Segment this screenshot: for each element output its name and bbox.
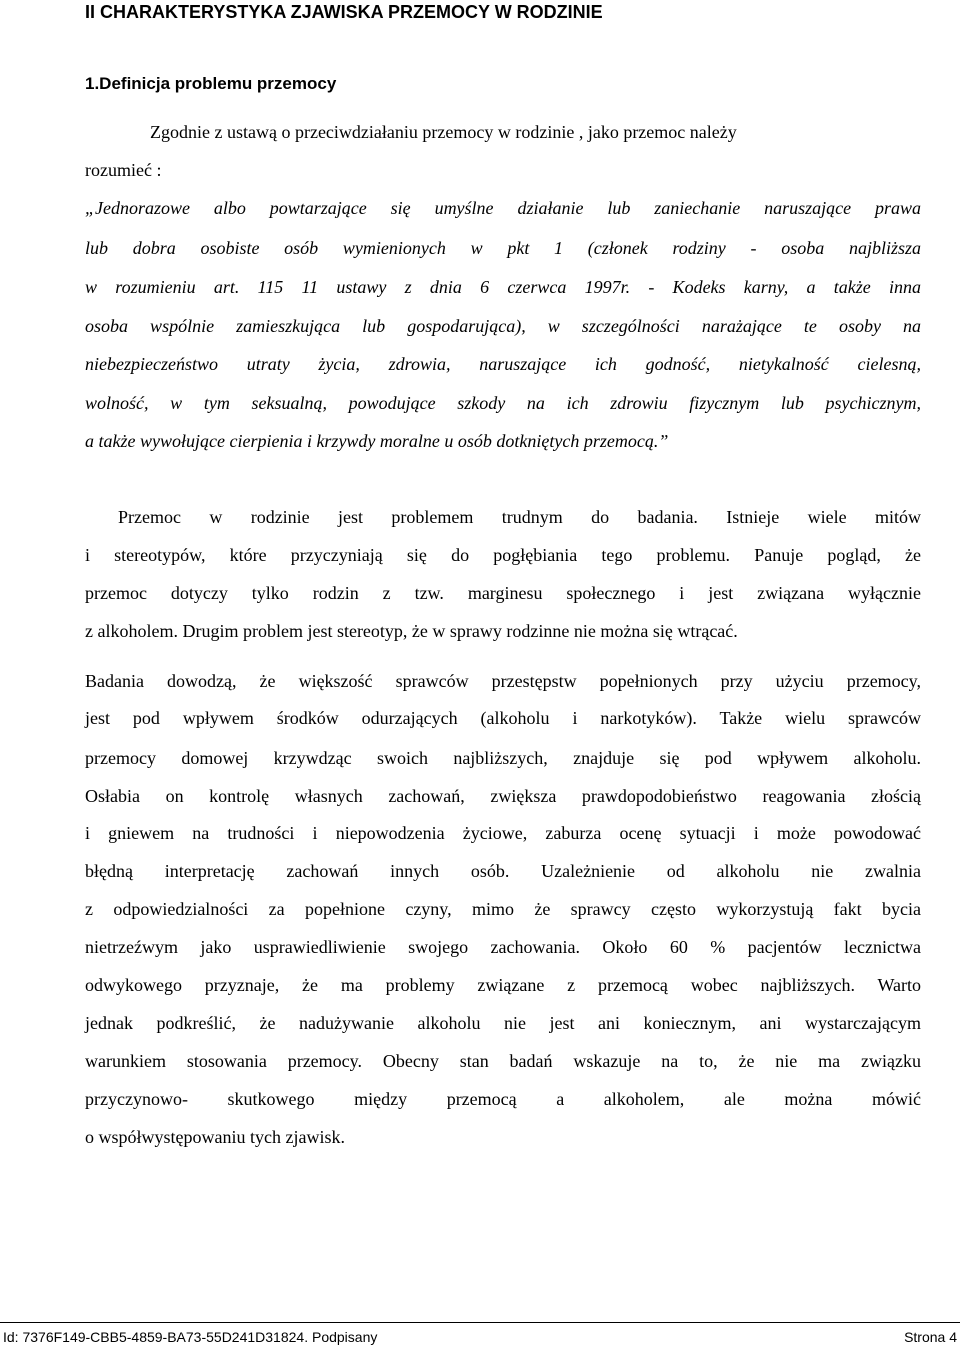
quote-line: „Jednorazowe albo powtarzające się umyślne działanie lub zaniechanie naruszające prawa xyxy=(85,198,921,218)
section-heading: 1.Definicja problemu przemocy xyxy=(85,74,337,93)
quote-line: osoba wspólnie zamieszkująca lub gospodarująca), w szczególności narażające te osoby na xyxy=(85,316,921,336)
quote-line: lub dobra osobiste osób wymienionych w pkt 1 (członek rodziny - osoba najbliższa xyxy=(85,238,921,258)
footer-document-id: Id: 7376F149-CBB5-4859-BA73-55D241D31824. Podpisany xyxy=(3,1329,378,1345)
footer-divider xyxy=(0,1322,960,1323)
paragraph-line: przemocy domowej krzywdząc swoich najbliższych, znajduje się pod wpływem alkoholu. xyxy=(85,748,921,768)
paragraph-line: jest pod wpływem środków odurzających (alkoholu i narkotyków). Także wielu sprawców xyxy=(85,708,921,728)
paragraph-line: nietrzeźwym jako usprawiedliwienie swojego zachowania. Około 60 % pacjentów lecznictwa xyxy=(85,937,921,957)
paragraph-line: i stereotypów, które przyczyniają się do pogłębiania tego problemu. Panuje pogląd, że xyxy=(85,545,921,565)
paragraph-line: przemoc dotyczy tylko rodzin z tzw. marginesu społecznego i jest związana wyłącznie xyxy=(85,583,921,603)
quote-line: niebezpieczeństwo utraty życia, zdrowia, naruszające ich godność, nietykalność cielesną, xyxy=(85,354,921,374)
paragraph-line: jednak podkreślić, że nadużywanie alkoholu nie jest ani koniecznym, ani wystarczającym xyxy=(85,1013,921,1033)
quote-line: a także wywołujące cierpienia i krzywdy moralne u osób dotkniętych przemocą.” xyxy=(85,431,669,451)
quote-line: wolność, w tym seksualną, powodujące szkody na ich zdrowiu fizycznym lub psychicznym, xyxy=(85,393,921,413)
footer-page-number: Strona 4 xyxy=(904,1329,957,1345)
quote-line-text: w rozumieniu art. 115 11 ustawy z dnia 6 czerwca 1997r. - Kodeks karny, a także inna xyxy=(85,277,921,297)
chapter-heading: II CHARAKTERYSTYKA ZJAWISKA PRZEMOCY W RODZINIE xyxy=(85,2,603,22)
paragraph-line: odwykowego przyznaje, że ma problemy związane z przemocą wobec najbliższych. Warto xyxy=(85,975,921,995)
paragraph-line: Osłabia on kontrolę własnych zachowań, zwiększa prawdopodobieństwo reagowania złością xyxy=(85,786,921,806)
paragraph-line: z odpowiedzialności za popełnione czyny, mimo że sprawcy często wykorzystują fakt bycia xyxy=(85,899,921,919)
paragraph-line: o współwystępowaniu tych zjawisk. xyxy=(85,1127,345,1147)
paragraph-line: warunkiem stosowania przemocy. Obecny stan badań wskazuje na to, że nie ma związku xyxy=(85,1051,921,1071)
paragraph-line: przyczynowo- skutkowego między przemocą a alkoholem, ale można mówić xyxy=(85,1089,921,1109)
paragraph-line: i gniewem na trudności i niepowodzenia życiowe, zaburza ocenę sytuacji i może powodować xyxy=(85,823,921,843)
quote-line xyxy=(85,275,921,299)
paragraph-line: Badania dowodzą, że większość sprawców przestępstw popełnionych przy użyciu przemocy, xyxy=(85,671,921,691)
paragraph-line: z alkoholem. Drugim problem jest stereotyp, że w sprawy rodzinne nie można się wtrącać. xyxy=(85,621,738,641)
paragraph-line: błędną interpretację zachowań innych osób. Uzależnienie od alkoholu nie zwalnia xyxy=(85,861,921,881)
intro-line: Zgodnie z ustawą o przeciwdziałaniu przemocy w rodzinie , jako przemoc należy xyxy=(150,122,737,142)
intro-line: rozumieć : xyxy=(85,160,162,180)
paragraph-line: Przemoc w rodzinie jest problemem trudnym do badania. Istnieje wiele mitów xyxy=(118,507,921,527)
